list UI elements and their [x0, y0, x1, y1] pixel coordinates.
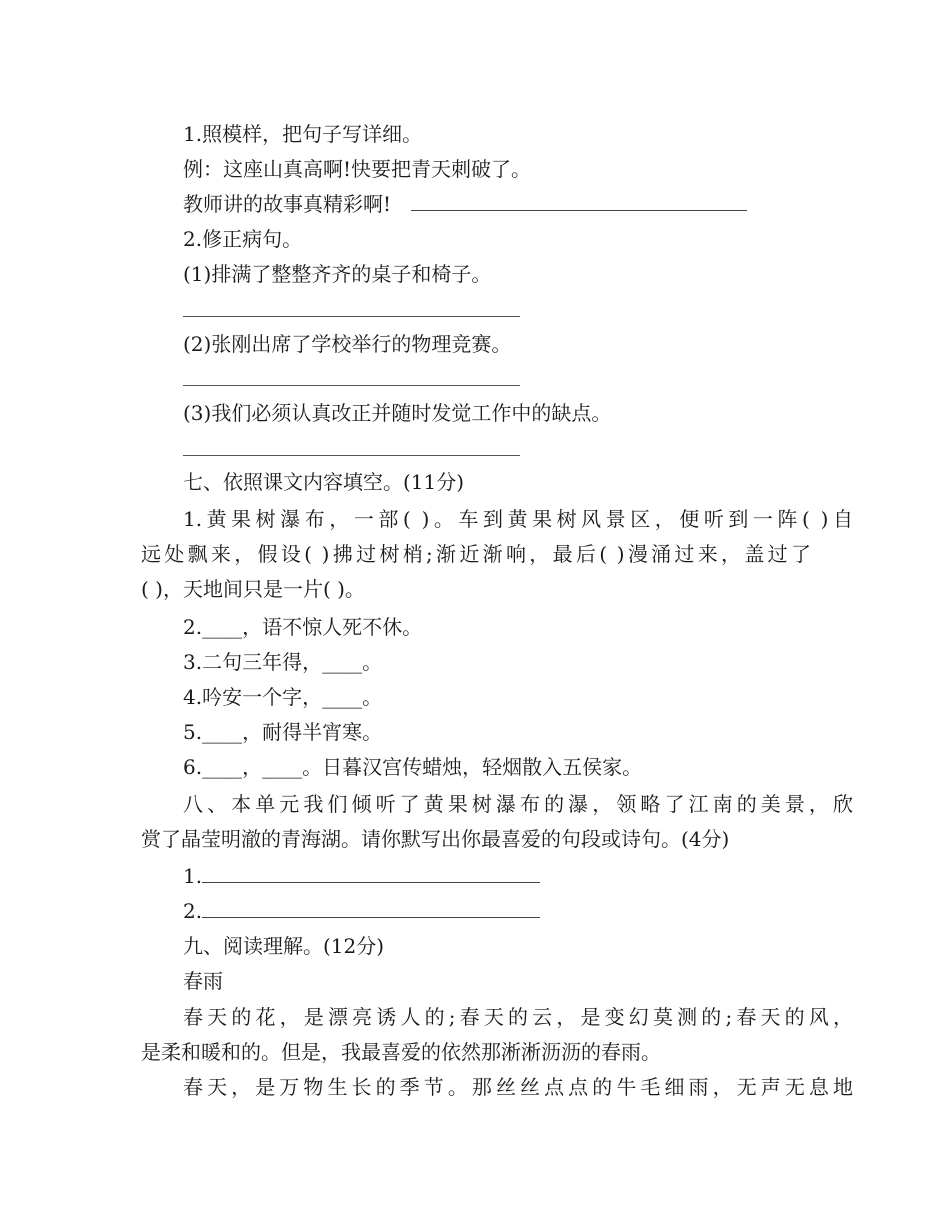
s7-q1-line-3: ( )，天地间只是一片( )。 — [141, 577, 365, 601]
passage-p1-line-2: 是柔和暖和的。但是，我最喜爱的依然那淅淅沥沥的春雨。 — [141, 1040, 661, 1064]
s8-item-1-blank — [202, 864, 540, 883]
q2-answer-line-1 — [183, 316, 520, 317]
s7-q6: 6.____，____。日暮汉宫传蜡烛，轻烟散入五侯家。 — [183, 755, 643, 779]
s8-item-2-label: 2. — [183, 899, 203, 923]
q1-prompt-row — [141, 190, 853, 218]
s8-item-1-row — [141, 862, 853, 890]
q1-prompt: 教师讲的故事真精彩啊! — [183, 192, 392, 216]
section8-line-2: 赏了晶莹明澈的青海湖。请你默写出你最喜爱的句段或诗句。(4分) — [141, 827, 730, 851]
s8-item-1-label: 1. — [183, 864, 203, 888]
s7-q5: 5.____，耐得半宵寒。 — [183, 720, 383, 744]
q2-answer-line-2 — [183, 385, 520, 386]
q2-answer-line-3 — [183, 455, 520, 456]
passage-p1-line-1: 春天的花，是漂亮诱人的;春天的云，是变幻莫测的;春天的风， — [183, 1005, 853, 1029]
q2-sentence-1: (1)排满了整整齐齐的桌子和椅子。 — [183, 262, 492, 286]
q2-sentence-3: (3)我们必须认真改正并随时发觉工作中的缺点。 — [183, 401, 612, 425]
s7-q4: 4.吟安一个字，____。 — [183, 685, 383, 709]
passage-title: 春雨 — [183, 969, 223, 993]
s7-q3: 3.二句三年得，____。 — [183, 650, 383, 674]
s7-q2: 2.____，语不惊人死不休。 — [183, 615, 423, 639]
s7-q1-line-2: 远处飘来，假设( )拂过树梢;渐近渐响，最后( )漫涌过来，盖过了 — [141, 542, 811, 566]
q2-title: 2.修正病句。 — [183, 227, 303, 251]
q1-example: 例：这座山真高啊!快要把青天刺破了。 — [183, 157, 532, 181]
s7-q1-line-1: 1.黄果树瀑布，一部( )。车到黄果树风景区，便听到一阵( )自 — [183, 507, 853, 531]
section9-heading: 九、阅读理解。(12分) — [183, 934, 385, 958]
q2-sentence-2: (2)张刚出席了学校举行的物理竞赛。 — [183, 332, 512, 356]
s8-item-2-blank — [202, 899, 540, 918]
section7-heading: 七、依照课文内容填空。(11分) — [183, 470, 465, 494]
q1-title: 1.照模样，把句子写详细。 — [183, 122, 423, 146]
section8-line-1: 八、本单元我们倾听了黄果树瀑布的瀑，领略了江南的美景，欣 — [183, 792, 853, 816]
s8-item-2-row — [141, 897, 853, 925]
passage-p2-line-1: 春天，是万物生长的季节。那丝丝点点的牛毛细雨，无声无息地 — [183, 1075, 853, 1099]
q1-answer-blank — [411, 192, 747, 211]
